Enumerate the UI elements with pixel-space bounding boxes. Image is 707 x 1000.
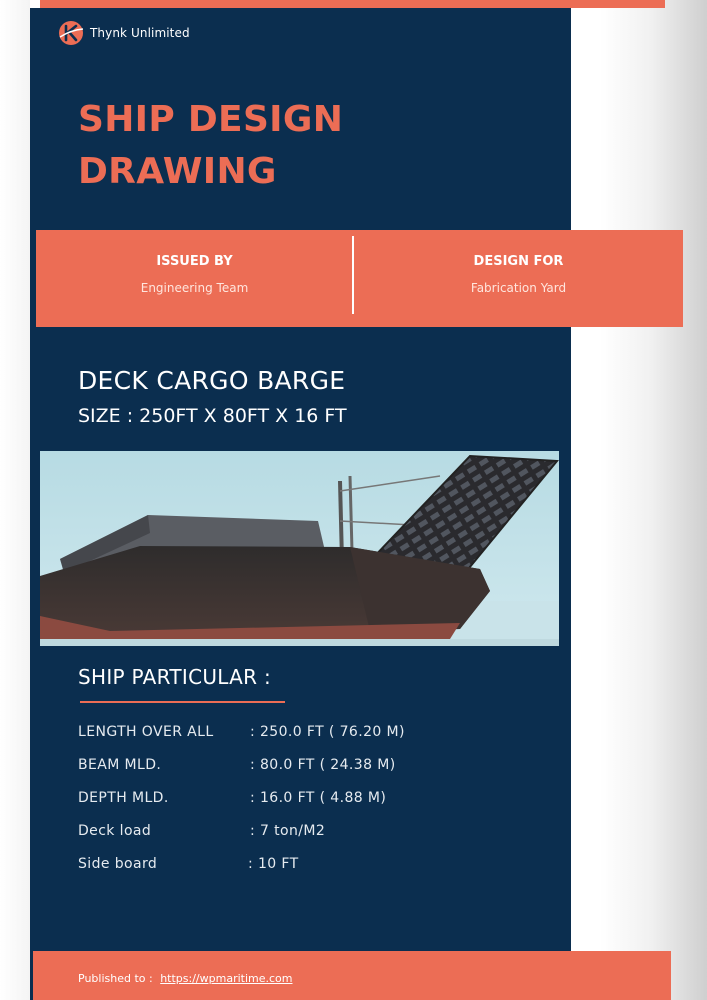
issued-by-value: Engineering Team [140,281,249,295]
spec-label: Side board [78,856,158,872]
footer-label: Published to : [78,972,153,985]
vessel-size: SIZE : 250FT X 80FT X 16 FT [78,405,347,427]
spec-value: : 7 ton/M2 [250,823,326,839]
design-for-heading: DESIGN FOR [473,254,564,269]
spec-label: LENGTH OVER ALL [78,724,214,740]
spec-label: DEPTH MLD. [78,790,169,806]
design-for-section [354,230,683,327]
page-title [78,94,538,198]
page-left-edge [0,0,30,1000]
title-line-2: DRAWING [78,151,277,192]
spec-label: Deck load [78,823,152,839]
spec-value: : 250.0 FT ( 76.20 M) [250,724,405,740]
ship-particular-heading: SHIP PARTICULAR : [78,665,272,689]
footer-link[interactable]: https://wpmaritime.com [160,972,293,985]
design-for-value: Fabrication Yard [470,281,567,295]
title-line-1: SHIP DESIGN [78,99,344,140]
spec-value: : 16.0 FT ( 4.88 M) [250,790,387,806]
brand-name: Thynk Unlimited [90,26,190,40]
k-swoosh-logo-icon [58,20,84,46]
ship-particular-underline [80,701,285,703]
top-accent-bar [40,0,665,8]
barge-photo [40,451,559,646]
vessel-name: DECK CARGO BARGE [78,366,346,395]
brand-logo [58,20,190,46]
info-band [36,230,683,327]
spec-label: BEAM MLD. [78,757,162,773]
spec-value: : 10 FT [248,856,299,872]
issued-by-heading: ISSUED BY [156,254,233,269]
footer-bar [33,951,671,1000]
footer-text [78,972,293,985]
spec-value: : 80.0 FT ( 24.38 M) [250,757,396,773]
issued-by-section [36,230,353,327]
